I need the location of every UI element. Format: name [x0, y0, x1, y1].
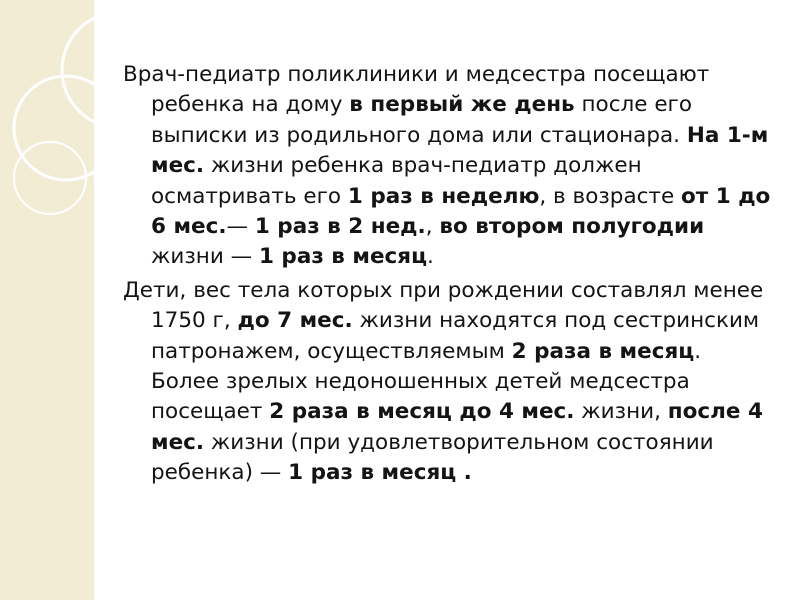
paragraph-1	[123, 60, 773, 273]
emphasis-text: На 1-м мес.	[151, 122, 769, 179]
body-text: жизни (при удовлетворительном состоянии ребенка) —	[151, 429, 714, 486]
emphasis-text: после 4 мес.	[151, 399, 763, 455]
emphasis-text: 2 раза в месяц	[511, 338, 695, 364]
body-text: Дети, вес тела которых при рождении составлял менее 1750 г,	[123, 277, 764, 334]
emphasis-text: 1 раз в месяц	[258, 244, 428, 270]
body-text: .	[427, 244, 434, 270]
emphasis-text: до 7 мес.	[237, 308, 353, 334]
body-text: после его выписки из родильного дома или стационара.	[151, 92, 693, 148]
emphasis-text: 2 раза в месяц до 4 мес.	[269, 399, 575, 425]
body-text: жизни —	[151, 244, 259, 270]
body-text: жизни ребенка врач-педиатр должен осматривать его	[151, 153, 642, 209]
emphasis-text: от 1 до 6 мес.	[151, 183, 771, 240]
emphasis-text: 1 раз в месяц .	[288, 460, 472, 486]
body-text: Врач-педиатр поликлиники и медсестра посещают ребенка на дому	[123, 62, 710, 118]
body-text: жизни находятся под сестринским патронажем, осуществляемым	[151, 308, 760, 364]
body-text: , в возрасте	[539, 183, 682, 209]
body-text: жизни,	[574, 399, 668, 425]
emphasis-text: 1 раз в 2 нед.	[254, 214, 426, 240]
emphasis-text: во втором полугодии	[439, 214, 705, 240]
paragraph-2	[123, 276, 773, 489]
body-text: —	[226, 214, 255, 240]
body-text: ,	[425, 214, 440, 240]
emphasis-text: в первый же день	[349, 92, 575, 118]
emphasis-text: 1 раз в неделю	[347, 183, 540, 209]
body-text: . Более зрелых недоношенных детей медсестра посещает	[151, 338, 702, 425]
slide-body-text	[123, 60, 773, 492]
